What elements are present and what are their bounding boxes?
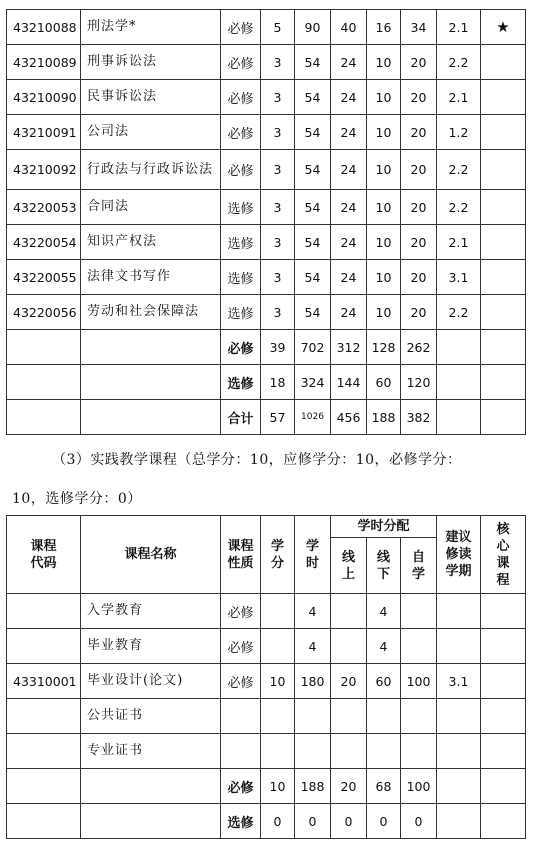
empty-cell xyxy=(481,804,526,839)
credit: 3 xyxy=(261,190,295,225)
hours: 180 xyxy=(295,664,331,699)
total-online-hours: 0 xyxy=(331,804,367,839)
total-credit: 0 xyxy=(261,804,295,839)
course-code: 43210089 xyxy=(7,45,81,80)
total-offline-hours: 68 xyxy=(367,769,401,804)
summary-label: 必修 xyxy=(221,330,261,365)
credit: 10 xyxy=(261,664,295,699)
online-hours xyxy=(331,594,367,629)
course-name: 刑法学* xyxy=(81,10,221,45)
course-type: 选修 xyxy=(221,225,261,260)
online-hours: 24 xyxy=(331,260,367,295)
credit: 5 xyxy=(261,10,295,45)
course-type: 必修 xyxy=(221,150,261,190)
credit: 3 xyxy=(261,80,295,115)
empty-cell xyxy=(81,365,221,400)
table-row xyxy=(7,629,526,664)
hours: 54 xyxy=(295,225,331,260)
hours: 54 xyxy=(295,190,331,225)
online-hours: 24 xyxy=(331,150,367,190)
course-code: 43310001 xyxy=(7,664,81,699)
offline-hours: 16 xyxy=(367,10,401,45)
course-name: 公司法 xyxy=(81,115,221,150)
self-study-hours: 20 xyxy=(401,190,437,225)
suggested-term: 2.2 xyxy=(437,45,481,80)
table-row xyxy=(7,190,526,225)
empty-cell xyxy=(437,330,481,365)
course-name: 法律文书写作 xyxy=(81,260,221,295)
offline-hours: 10 xyxy=(367,225,401,260)
core-course-mark xyxy=(481,594,526,629)
suggested-term xyxy=(437,734,481,769)
summary-label: 选修 xyxy=(221,804,261,839)
total-offline-hours: 60 xyxy=(367,365,401,400)
online-hours: 40 xyxy=(331,10,367,45)
core-course-mark xyxy=(481,45,526,80)
self-study-hours xyxy=(401,629,437,664)
total-hours: 0 xyxy=(295,804,331,839)
offline-hours: 4 xyxy=(367,594,401,629)
total-credit: 10 xyxy=(261,769,295,804)
table-row xyxy=(7,45,526,80)
course-code xyxy=(7,734,81,769)
credit xyxy=(261,594,295,629)
online-hours: 24 xyxy=(331,80,367,115)
course-code xyxy=(7,594,81,629)
credit: 3 xyxy=(261,150,295,190)
online-hours: 24 xyxy=(331,45,367,80)
course-code: 43210092 xyxy=(7,150,81,190)
course-code: 43220055 xyxy=(7,260,81,295)
empty-cell xyxy=(437,400,481,435)
header-offline: 线 下 xyxy=(367,538,401,594)
table-row xyxy=(7,664,526,699)
course-name: 毕业设计(论文) xyxy=(81,664,221,699)
credit xyxy=(261,699,295,734)
online-hours: 24 xyxy=(331,225,367,260)
self-study-hours xyxy=(401,699,437,734)
total-hours: 188 xyxy=(295,769,331,804)
table-row xyxy=(7,699,526,734)
summary-row xyxy=(7,365,526,400)
offline-hours: 4 xyxy=(367,629,401,664)
course-code: 43210090 xyxy=(7,80,81,115)
total-credit: 39 xyxy=(261,330,295,365)
course-type: 选修 xyxy=(221,190,261,225)
course-type: 选修 xyxy=(221,295,261,330)
core-course-mark xyxy=(481,190,526,225)
credit: 3 xyxy=(261,225,295,260)
summary-row xyxy=(7,804,526,839)
header-course-name: 课程名称 xyxy=(81,516,221,594)
course-type: 必修 xyxy=(221,80,261,115)
total-online-hours: 456 xyxy=(331,400,367,435)
self-study-hours: 20 xyxy=(401,80,437,115)
course-name: 知识产权法 xyxy=(81,225,221,260)
empty-cell xyxy=(481,365,526,400)
credit: 3 xyxy=(261,115,295,150)
suggested-term: 2.2 xyxy=(437,150,481,190)
online-hours: 24 xyxy=(331,115,367,150)
core-course-mark xyxy=(481,295,526,330)
offline-hours: 10 xyxy=(367,190,401,225)
offline-hours: 10 xyxy=(367,150,401,190)
course-name: 公共证书 xyxy=(81,699,221,734)
practice-course-heading-cont: 10，选修学分：0） xyxy=(12,491,142,507)
hours xyxy=(295,699,331,734)
hours: 54 xyxy=(295,45,331,80)
total-hours: 1026 xyxy=(295,400,331,435)
hours: 54 xyxy=(295,260,331,295)
summary-label: 必修 xyxy=(221,769,261,804)
header-core-course: 核 心 课 程 xyxy=(481,516,526,594)
hours: 4 xyxy=(295,594,331,629)
core-course-mark xyxy=(481,734,526,769)
hours: 54 xyxy=(295,80,331,115)
table-row xyxy=(7,734,526,769)
course-code: 43210091 xyxy=(7,115,81,150)
total-online-hours: 144 xyxy=(331,365,367,400)
total-hours: 324 xyxy=(295,365,331,400)
suggested-term: 2.2 xyxy=(437,295,481,330)
core-course-mark xyxy=(481,664,526,699)
course-type: 必修 xyxy=(221,10,261,45)
credit: 3 xyxy=(261,260,295,295)
core-course-mark xyxy=(481,225,526,260)
empty-cell xyxy=(7,400,81,435)
summary-row xyxy=(7,400,526,435)
core-course-mark xyxy=(481,260,526,295)
summary-row xyxy=(7,330,526,365)
offline-hours: 10 xyxy=(367,115,401,150)
course-type: 必修 xyxy=(221,594,261,629)
course-type: 必修 xyxy=(221,664,261,699)
online-hours: 24 xyxy=(331,190,367,225)
course-type: 必修 xyxy=(221,45,261,80)
course-name: 毕业教育 xyxy=(81,629,221,664)
course-name: 专业证书 xyxy=(81,734,221,769)
empty-cell xyxy=(481,330,526,365)
total-self-study-hours: 0 xyxy=(401,804,437,839)
credit xyxy=(261,629,295,664)
self-study-hours: 20 xyxy=(401,225,437,260)
self-study-hours: 34 xyxy=(401,10,437,45)
core-course-mark xyxy=(481,115,526,150)
self-study-hours: 100 xyxy=(401,664,437,699)
core-course-mark xyxy=(481,80,526,115)
self-study-hours: 20 xyxy=(401,45,437,80)
course-code: 43220056 xyxy=(7,295,81,330)
empty-cell xyxy=(481,769,526,804)
offline-hours: 10 xyxy=(367,80,401,115)
empty-cell xyxy=(81,400,221,435)
credit xyxy=(261,734,295,769)
offline-hours: 10 xyxy=(367,260,401,295)
hours: 54 xyxy=(295,150,331,190)
self-study-hours: 20 xyxy=(401,295,437,330)
hours xyxy=(295,734,331,769)
course-type: 选修 xyxy=(221,260,261,295)
online-hours xyxy=(331,629,367,664)
practice-course-table xyxy=(6,515,526,839)
total-self-study-hours: 100 xyxy=(401,769,437,804)
header-self-study: 自 学 xyxy=(401,538,437,594)
self-study-hours: 20 xyxy=(401,260,437,295)
core-course-mark xyxy=(481,699,526,734)
suggested-term xyxy=(437,594,481,629)
suggested-term: 3.1 xyxy=(437,664,481,699)
suggested-term: 2.1 xyxy=(437,10,481,45)
suggested-term: 2.1 xyxy=(437,225,481,260)
hours: 54 xyxy=(295,115,331,150)
self-study-hours: 20 xyxy=(401,150,437,190)
empty-cell xyxy=(7,330,81,365)
course-name: 行政法与行政诉讼法 xyxy=(81,150,221,190)
total-credit: 57 xyxy=(261,400,295,435)
total-online-hours: 20 xyxy=(331,769,367,804)
header-course-type: 课程 性质 xyxy=(221,516,261,594)
course-table-continued xyxy=(6,9,526,435)
table-row xyxy=(7,150,526,190)
suggested-term xyxy=(437,629,481,664)
empty-cell xyxy=(437,365,481,400)
self-study-hours: 20 xyxy=(401,115,437,150)
table-row xyxy=(7,594,526,629)
online-hours: 20 xyxy=(331,664,367,699)
suggested-term: 2.1 xyxy=(437,80,481,115)
offline-hours xyxy=(367,734,401,769)
empty-cell xyxy=(7,804,81,839)
header-course-code: 课程 代码 xyxy=(7,516,81,594)
course-code xyxy=(7,699,81,734)
table-row xyxy=(7,115,526,150)
self-study-hours xyxy=(401,734,437,769)
core-course-mark xyxy=(481,629,526,664)
summary-row xyxy=(7,769,526,804)
suggested-term xyxy=(437,699,481,734)
empty-cell xyxy=(81,804,221,839)
offline-hours: 60 xyxy=(367,664,401,699)
core-course-mark xyxy=(481,150,526,190)
header-suggested-term: 建议 修读 学期 xyxy=(437,516,481,594)
total-offline-hours: 128 xyxy=(367,330,401,365)
course-code xyxy=(7,629,81,664)
total-offline-hours: 188 xyxy=(367,400,401,435)
course-name: 刑事诉讼法 xyxy=(81,45,221,80)
core-course-mark: ★ xyxy=(481,10,526,45)
practice-course-heading: （3）实践教学课程（总学分：10，应修学分：10，必修学分： xyxy=(52,452,462,468)
table-row xyxy=(7,10,526,45)
table-row xyxy=(7,80,526,115)
hours: 90 xyxy=(295,10,331,45)
course-type: 必修 xyxy=(221,115,261,150)
summary-label: 合计 xyxy=(221,400,261,435)
total-self-study-hours: 382 xyxy=(401,400,437,435)
course-type xyxy=(221,699,261,734)
empty-cell xyxy=(81,769,221,804)
total-credit: 18 xyxy=(261,365,295,400)
empty-cell xyxy=(437,769,481,804)
total-hours: 702 xyxy=(295,330,331,365)
suggested-term: 1.2 xyxy=(437,115,481,150)
course-code: 43220054 xyxy=(7,225,81,260)
course-type xyxy=(221,734,261,769)
table-row xyxy=(7,260,526,295)
course-type: 必修 xyxy=(221,629,261,664)
credit: 3 xyxy=(261,295,295,330)
course-name: 合同法 xyxy=(81,190,221,225)
offline-hours xyxy=(367,699,401,734)
table-row xyxy=(7,225,526,260)
empty-cell xyxy=(81,330,221,365)
table-row xyxy=(7,295,526,330)
total-self-study-hours: 120 xyxy=(401,365,437,400)
self-study-hours xyxy=(401,594,437,629)
course-code: 43220053 xyxy=(7,190,81,225)
total-self-study-hours: 262 xyxy=(401,330,437,365)
header-hour-allocation: 学时分配 xyxy=(331,516,437,538)
course-name: 入学教育 xyxy=(81,594,221,629)
empty-cell xyxy=(7,769,81,804)
total-online-hours: 312 xyxy=(331,330,367,365)
offline-hours: 10 xyxy=(367,295,401,330)
suggested-term: 3.1 xyxy=(437,260,481,295)
summary-label: 选修 xyxy=(221,365,261,400)
hours: 54 xyxy=(295,295,331,330)
online-hours xyxy=(331,734,367,769)
suggested-term: 2.2 xyxy=(437,190,481,225)
empty-cell xyxy=(7,365,81,400)
course-code: 43210088 xyxy=(7,10,81,45)
hours: 4 xyxy=(295,629,331,664)
header-hours: 学 时 xyxy=(295,516,331,594)
offline-hours: 10 xyxy=(367,45,401,80)
online-hours xyxy=(331,699,367,734)
credit: 3 xyxy=(261,45,295,80)
header-online: 线 上 xyxy=(331,538,367,594)
empty-cell xyxy=(481,400,526,435)
course-name: 民事诉讼法 xyxy=(81,80,221,115)
total-offline-hours: 0 xyxy=(367,804,401,839)
online-hours: 24 xyxy=(331,295,367,330)
header-credit: 学 分 xyxy=(261,516,295,594)
course-name: 劳动和社会保障法 xyxy=(81,295,221,330)
empty-cell xyxy=(437,804,481,839)
